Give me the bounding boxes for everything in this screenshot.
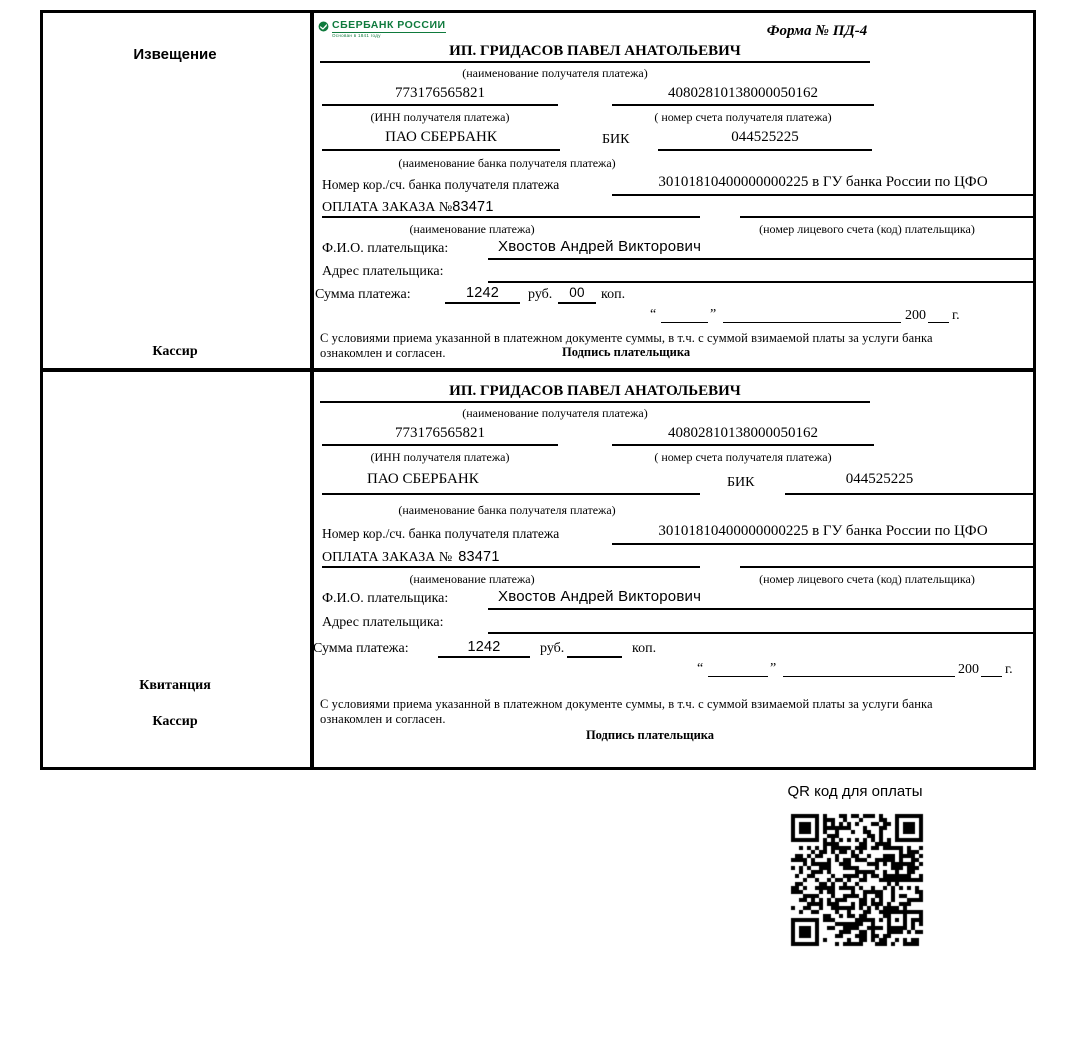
sum-rub-field: 1242 [445, 285, 520, 304]
caption-payment-name-2: (наименование платежа) [409, 572, 535, 586]
receipt-cashier-label: Кассир [152, 714, 198, 729]
personal-account-blank-line-2 [740, 548, 1034, 568]
rub-label: руб. [528, 287, 553, 302]
payment-name-field [322, 198, 700, 218]
payer-address-label-2: Адрес плательщика: [322, 615, 444, 630]
caption-payee-name-2: (наименование получателя платежа) [462, 406, 648, 420]
kop-label-2: коп. [632, 641, 657, 656]
rub-label-2: руб. [540, 641, 565, 656]
order-number-2: 83471 [458, 549, 500, 565]
caption-payee-name: (наименование получателя платежа) [462, 66, 648, 80]
caption-personal-account-2: (номер лицевого счета (код) плательщика) [759, 572, 975, 586]
agreement-line2-2: ознакомлен и согласен. [320, 712, 446, 726]
corr-account-label: Номер кор./сч. банка получателя платежа [322, 177, 560, 192]
payee-account-field: 40802810138000050162 [612, 85, 874, 106]
sberbank-logo-subtext: Основан в 1841 году [332, 33, 381, 38]
date-month-blank-2 [783, 660, 955, 677]
date-month-blank [723, 306, 901, 323]
kop-label: коп. [601, 287, 626, 302]
caption-inn: (ИНН получателя платежа) [370, 110, 510, 124]
corr-account-field-2: 30101810400000000225 в ГУ банка России по ЦФО [612, 523, 1034, 545]
sum-rub-field-2: 1242 [438, 639, 530, 658]
date-quote-open-2: “ [697, 661, 704, 676]
payee-account-field-2: 40802810138000050162 [612, 425, 874, 446]
caption-account-2: ( номер счета получателя платежа) [654, 450, 832, 464]
payment-name-text-2: ОПЛАТА ЗАКАЗА № [322, 550, 453, 565]
date-quote-close-2: ” [770, 661, 777, 676]
payer-fio-field: Хвостов Андрей Викторович [488, 238, 1034, 260]
payer-fio-field-2: Хвостов Андрей Викторович [488, 588, 1034, 610]
qr-label: QR код для оплаты [787, 783, 923, 800]
bik-label: БИК [602, 132, 630, 147]
sum-kop-field-2 [567, 639, 622, 658]
date-quote-open: “ [650, 307, 657, 322]
caption-bank: (наименование банка получателя платежа) [398, 156, 616, 170]
date-day-blank-2 [708, 660, 768, 677]
bik-field-2: 044525225 [785, 471, 1034, 495]
corr-account-label-2: Номер кор./сч. банка получателя платежа [322, 526, 560, 541]
date-year-suffix-2: г. [1005, 662, 1013, 677]
payer-signature-label-2: Подпись плательщика [585, 728, 715, 742]
order-number: 83471 [452, 199, 494, 215]
caption-payment-name: (наименование платежа) [409, 222, 535, 236]
date-year-blank-2 [981, 660, 1002, 677]
payer-fio-label: Ф.И.О. плательщика: [322, 241, 449, 256]
agreement-line2: ознакомлен и согласен. [320, 346, 446, 360]
corr-account-field: 30101810400000000225 в ГУ банка России по ЦФО [612, 174, 1034, 196]
section-divider [40, 368, 1036, 372]
payee-name-field-2: ИП. ГРИДАСОВ ПАВЕЛ АНАТОЛЬЕВИЧ [320, 383, 870, 403]
qr-code-image [787, 810, 927, 950]
bank-name-field: ПАО СБЕРБАНК [322, 129, 560, 151]
personal-account-blank-line [740, 198, 1034, 218]
sberbank-logo-text: СБЕРБАНК РОССИИ [332, 19, 446, 31]
payer-address-field [488, 261, 1034, 283]
caption-bank-2: (наименование банка получателя платежа) [398, 503, 616, 517]
date-year-prefix: 200 [905, 308, 926, 323]
payee-name-field: ИП. ГРИДАСОВ ПАВЕЛ АНАТОЛЬЕВИЧ [320, 43, 870, 63]
sberbank-logo-icon [318, 21, 329, 32]
date-year-prefix-2: 200 [958, 662, 979, 677]
agreement-line1-2: С условиями приема указанной в платежном документе суммы, в т.ч. с суммой взимаемой платы за услуги банка [320, 697, 933, 711]
bank-name-field-2: ПАО СБЕРБАНК [322, 471, 700, 495]
sberbank-logo [318, 19, 446, 38]
caption-inn-2: (ИНН получателя платежа) [370, 450, 510, 464]
payer-fio-label-2: Ф.И.О. плательщика: [322, 591, 449, 606]
payment-name-field-2 [322, 548, 700, 568]
date-year-blank [928, 306, 949, 323]
payer-address-label: Адрес плательщика: [322, 264, 444, 279]
date-quote-close: ” [710, 307, 717, 322]
sum-label-2: Сумма платежа: [313, 641, 409, 656]
notice-title: Извещение [133, 46, 217, 63]
payer-address-field-2 [488, 612, 1034, 634]
date-year-suffix: г. [952, 308, 960, 323]
payee-inn-field: 773176565821 [322, 85, 558, 106]
receipt-title: Квитанция [139, 678, 211, 693]
sum-label: Сумма платежа: [315, 287, 411, 302]
caption-personal-account: (номер лицевого счета (код) плательщика) [759, 222, 975, 236]
payee-inn-field-2: 773176565821 [322, 425, 558, 446]
payer-signature-label: Подпись плательщика [562, 345, 691, 359]
caption-account: ( номер счета получателя платежа) [654, 110, 832, 124]
date-day-blank [661, 306, 708, 323]
form-number: Форма № ПД-4 [766, 23, 868, 39]
agreement-line1: С условиями приема указанной в платежном документе суммы, в т.ч. с суммой взимаемой платы за услуги банка [320, 331, 933, 345]
bik-label-2: БИК [727, 475, 755, 490]
sum-kop-field: 00 [558, 285, 596, 304]
bik-field: 044525225 [658, 129, 872, 151]
payment-name-text: ОПЛАТА ЗАКАЗА № [322, 200, 453, 215]
notice-cashier-label: Кассир [152, 344, 198, 359]
